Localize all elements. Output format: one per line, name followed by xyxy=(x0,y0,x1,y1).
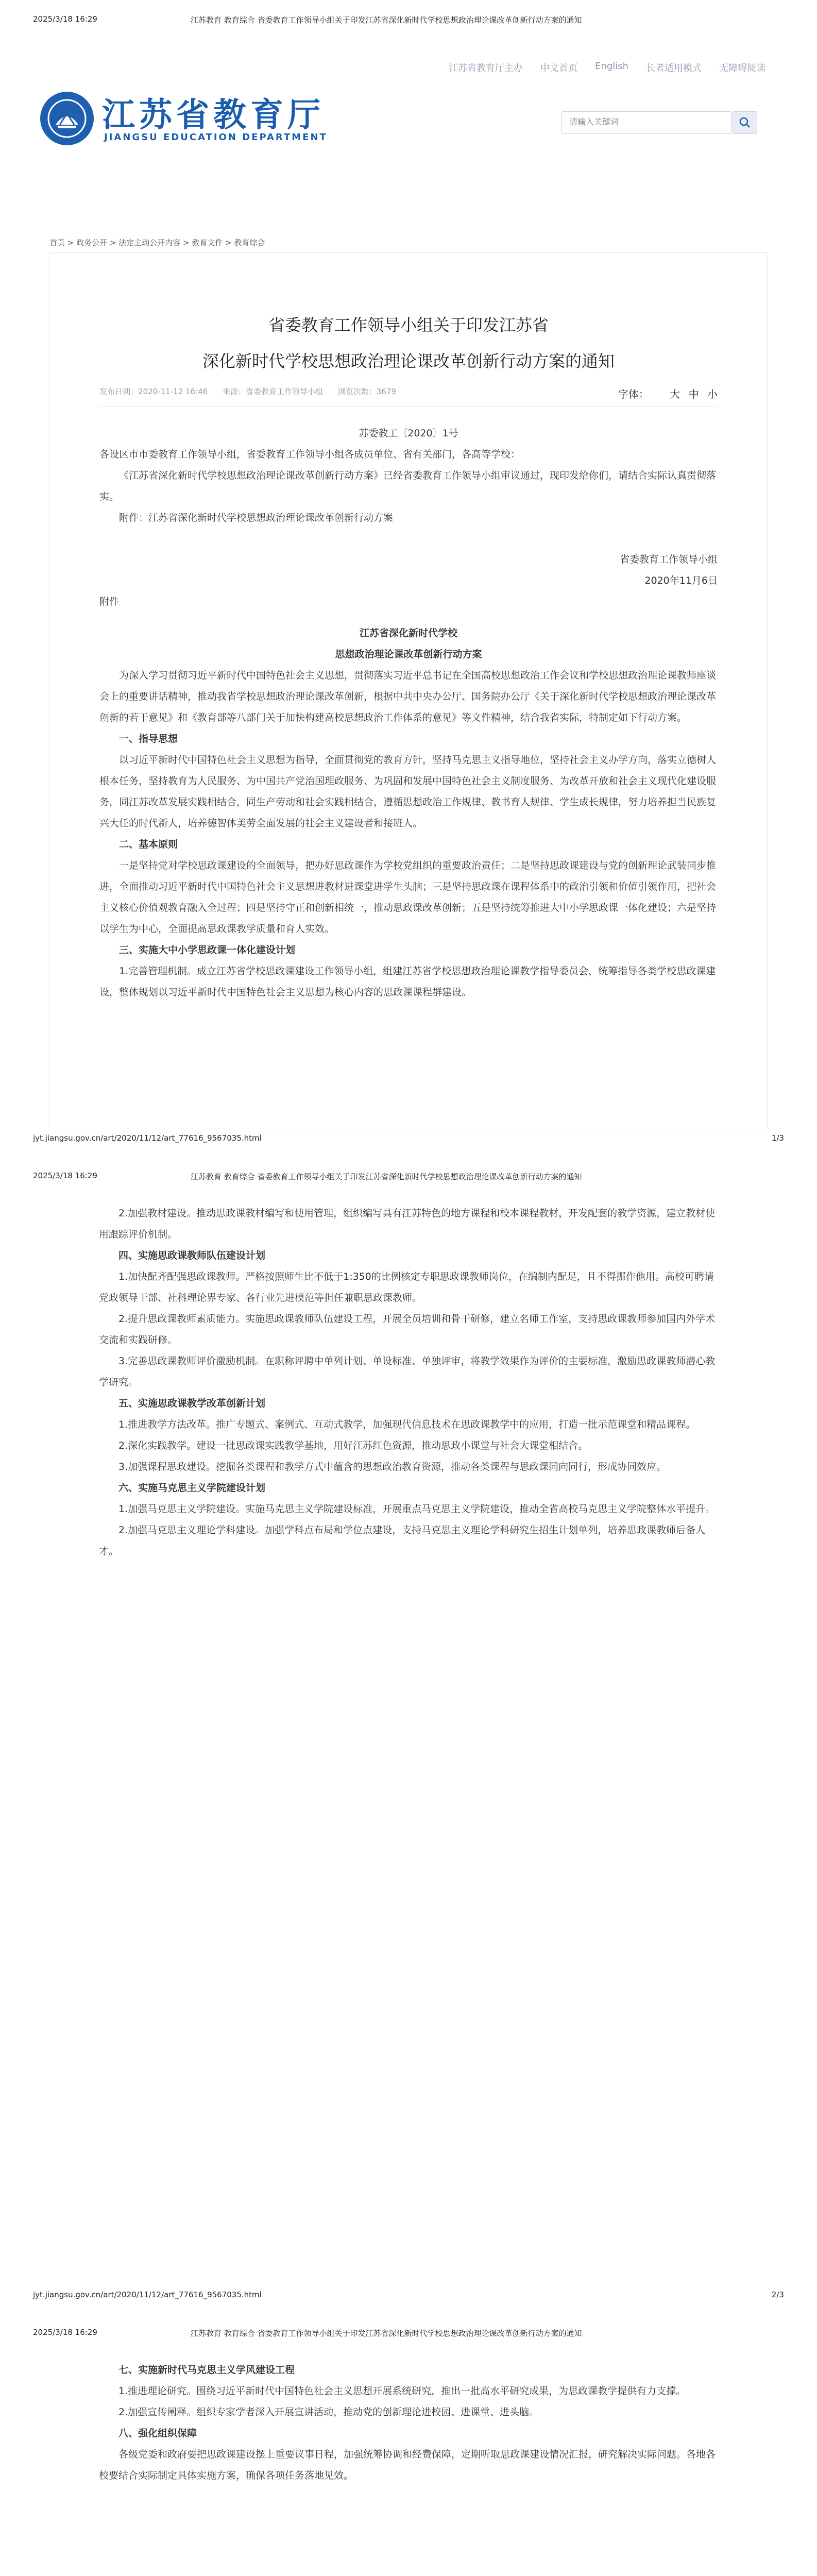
print-page-2 xyxy=(0,1157,817,2313)
print-footer xyxy=(33,1133,784,1143)
meta-date: 发布日期：2020-11-12 16:46 xyxy=(99,387,208,396)
font-size-large[interactable]: 大 xyxy=(670,388,680,400)
section-heading: 一、指导思想 xyxy=(119,733,178,744)
signature-org: 省委教育工作领导小组 xyxy=(619,554,718,565)
section-heading: 四、实施思政课教师队伍建设计划 xyxy=(118,1250,266,1261)
print-header xyxy=(0,1157,817,1181)
section-heading: 三、实施大中小学思政课一体化建设计划 xyxy=(119,944,296,956)
article-title-line2: 深化新时代学校思想政治理论课改革创新行动方案的通知 xyxy=(202,351,615,371)
section-heading: 八、强化组织保障 xyxy=(118,2428,197,2439)
print-url: jyt.jiangsu.gov.cn/art/2020/11/12/art_77616_9567035.html xyxy=(33,2290,262,2299)
section-heading: 五、实施思政课教学改革创新计划 xyxy=(118,1398,266,1409)
print-url: jyt.jiangsu.gov.cn/art/2020/11/12/art_77616_9567035.html xyxy=(33,1133,262,1143)
body-paragraph: 2.深化实践教学。建设一批思政课实践教学基地，用好江苏红色资源，推动思政小课堂与社会大课堂相结合。 xyxy=(118,1440,588,1451)
section-heading: 六、实施马克思主义学院建设计划 xyxy=(118,1482,266,1494)
signature-date: 2020年11月6日 xyxy=(644,575,718,586)
body-paragraph: 1.推进理论研究。围绕习近平新时代中国特色社会主义思想开展系统研究，推出一批高水平研究成果，为思政课教学提供有力支撑。 xyxy=(118,2385,686,2397)
body-paragraph: 2.提升思政课教师素质能力。实施思政课教师队伍建设工程，开展全员培训和骨干研修，建立名师工作室，支持思政课教师参加国内外学术交流和实践研修。 xyxy=(99,1313,716,1346)
print-page-1 xyxy=(0,0,817,1157)
search-icon xyxy=(739,117,751,128)
print-header xyxy=(0,0,817,25)
toplink-english[interactable]: English xyxy=(595,61,628,72)
body-paragraph: 各设区市市委教育工作领导小组，省委教育工作领导小组各成员单位、省有关部门，各高等学校： xyxy=(99,449,521,460)
toplink-elder-mode[interactable]: 长者适用模式 xyxy=(646,63,702,74)
body-paragraph: 3.完善思政课教师评价激励机制。在职称评聘中单列计划、单设标准、单独评审，将教学效果作为评价的主要标准，激励思政课教师潜心教学研究。 xyxy=(99,1355,716,1388)
meta-views: 浏览次数：3679 xyxy=(337,387,396,396)
body-paragraph: 1.推进教学方法改革。推广专题式、案例式、互动式教学，加强现代信息技术在思政课教学中的应用，打造一批示范课堂和精品课程。 xyxy=(118,1419,696,1430)
section-heading: 二、基本原则 xyxy=(119,839,178,850)
body-paragraph: 《江苏省深化新时代学校思想政治理论课改革创新行动方案》已经省委教育工作领导小组审议通过，现印发给你们，请结合实际认真贯彻落实。 xyxy=(99,470,717,502)
site-name-en: JIANGSU EDUCATION DEPARTMENT xyxy=(104,132,328,143)
body-paragraph: 1.加快配齐配强思政课教师。严格按照师生比不低于1:350的比例核定专职思政课教师岗位，在编制内配足，且不得挪作他用。高校可聘请党政领导干部、社科理论界专家、各行业先进模范等担任兼职思政课教师。 xyxy=(99,1271,714,1303)
plan-title: 思想政治理论课改革创新行动方案 xyxy=(335,649,482,660)
print-title: 江苏教育 教育综合 省委教育工作领导小组关于印发江苏省深化新时代学校思想政治理论课改革创新行动方案的通知 xyxy=(191,15,582,25)
body-paragraph: 1.完善管理机制。成立江苏省学校思政课建设工作领导小组，组建江苏省学校思想政治理论课教学指导委员会，统筹指导各类学校思政课建设，整体规划以习近平新时代中国特色社会主义思想为核心内容的思政课课程群建设。 xyxy=(99,965,716,998)
body-paragraph: 为深入学习贯彻习近平新时代中国特色社会主义思想，贯彻落实习近平总书记在全国高校思想政治工作会议和学校思想政治理论课教师座谈会上的重要讲话精神，推动我省学校思想政治理论课改革创新，根据中共中央办公厅、国务院办公厅《关于深化新时代学校思想政治理论课改革创新的若干意见》和《教育部等八部门关于加快构建高校思想政治工作体系的意见》等文件精神，结合我省实际，特制定如下行动方案。 xyxy=(99,670,717,723)
site-emblem-icon xyxy=(40,92,94,145)
print-title: 江苏教育 教育综合 省委教育工作领导小组关于印发江苏省深化新时代学校思想政治理论课改革创新行动方案的通知 xyxy=(191,1172,582,1181)
page-number: 1/3 xyxy=(771,1133,784,1143)
article-body xyxy=(99,2360,718,2486)
article-body xyxy=(99,1203,718,1562)
print-date: 2025/3/18 16:29 xyxy=(33,2328,97,2337)
page-number: 2/3 xyxy=(771,2290,784,2299)
font-size-small[interactable]: 小 xyxy=(707,388,718,400)
plan-title: 江苏省深化新时代学校 xyxy=(359,628,457,639)
body-paragraph: 各级党委和政府要把思政课建设摆上重要议事日程，加强统筹协调和经费保障，定期听取思政课建设情况汇报，研究解决实际问题。各地各校要结合实际制定具体实施方案，确保各项任务落地见效。 xyxy=(99,2449,716,2481)
font-size-switch xyxy=(618,386,718,401)
body-paragraph: 2.加强教材建设。推动思政课教材编写和使用管理，组织编写具有江苏特色的地方课程和校本课程教材，开发配套的教学资源，建立教材使用跟踪评价机制。 xyxy=(99,1208,716,1240)
doc-number: 苏委教工〔2020〕1号 xyxy=(359,428,458,439)
print-title: 江苏教育 教育综合 省委教育工作领导小组关于印发江苏省深化新时代学校思想政治理论课改革创新行动方案的通知 xyxy=(191,2329,582,2338)
body-paragraph: 3.加强课程思政建设。挖掘各类课程和教学方式中蕴含的思想政治教育资源，推动各类课程与思政课同向同行，形成协同效应。 xyxy=(118,1461,667,1472)
body-paragraph: 以习近平新时代中国特色社会主义思想为指导，全面贯彻党的教育方针，坚持马克思主义指导地位，坚持社会主义办学方向，落实立德树人根本任务，坚持教育为人民服务、为中国共产党治国理政服务、为巩固和发展中国特色社会主义制度服务、为改革开放和社会主义现代化建设服务，同江苏改革发展实践相结合，同生产劳动和社会实践相结合，遵循思想政治工作规律、教书育人规律、学生成长规律，努力培养担当民族复兴大任的时代新人，培养德智体美劳全面发展的社会主义建设者和接班人。 xyxy=(99,754,717,829)
toplink-chinese[interactable]: 中文首页 xyxy=(540,63,577,74)
print-date: 2025/3/18 16:29 xyxy=(33,14,97,24)
print-header xyxy=(0,2313,817,2338)
print-date: 2025/3/18 16:29 xyxy=(33,1171,97,1180)
search-input[interactable] xyxy=(561,111,731,134)
top-bar xyxy=(0,52,817,80)
article-container xyxy=(49,252,768,1128)
font-size-label: 字体： xyxy=(618,388,649,400)
top-links xyxy=(449,61,765,74)
attachment-line: 附件：江苏省深化新时代学校思想政治理论课改革创新行动方案 xyxy=(119,512,394,523)
meta-source: 来源：省委教育工作领导小组 xyxy=(222,387,323,396)
toplink-accessible[interactable]: 无障碍阅读 xyxy=(719,63,765,74)
body-paragraph: 2.加强宣传阐释。组织专家学者深入开展宣讲活动，推动党的创新理论进校园、进课堂、进头脑。 xyxy=(118,2406,539,2418)
body-paragraph: 1.加强马克思主义学院建设。实施马克思主义学院建设标准，开展重点马克思主义学院建设，推动全省高校马克思主义学院整体水平提升。 xyxy=(118,1503,716,1515)
print-footer xyxy=(33,2290,784,2299)
body-paragraph: 一是坚持党对学校思政课建设的全面领导，把办好思政课作为学校党组织的重要政治责任；二是坚持思政课建设与党的创新理论武装同步推进，全面推动习近平新时代中国特色社会主义思想进教材进课堂进学生头脑；三是坚持思政课在课程体系中的政治引领和价值引领作用，把社会主义核心价值观教育融入全过程；四是坚持守正和创新相统一，推动思政课改革创新；五是坚持统筹推进大中小学思政课一体化建设；六是坚持以学生为中心，全面提高思政课教学质量和育人实效。 xyxy=(99,860,717,935)
search-button[interactable] xyxy=(733,111,757,134)
breadcrumb[interactable]: 首页 > 政务公开 > 法定主动公开内容 > 教育文件 > 教育综合 xyxy=(49,238,265,247)
site-name[interactable]: 江苏省教育厅 xyxy=(102,96,325,134)
toplink-sponsor[interactable]: 江苏省教育厅主办 xyxy=(449,63,523,74)
section-heading: 七、实施新时代马克思主义学风建设工程 xyxy=(118,2364,295,2376)
site-header xyxy=(0,82,817,160)
article-meta xyxy=(99,386,718,406)
attachment-label: 附件 xyxy=(99,596,120,607)
body-paragraph: 2.加强马克思主义理论学科建设。加强学科点布局和学位点建设，支持马克思主义理论学科研究生招生计划单列，培养思政课教师后备人才。 xyxy=(99,1524,706,1557)
print-page-3 xyxy=(0,2313,817,2576)
font-size-medium[interactable]: 中 xyxy=(688,388,699,400)
article-body xyxy=(99,423,718,1003)
article-title-line1: 省委教育工作领导小组关于印发江苏省 xyxy=(268,315,549,335)
